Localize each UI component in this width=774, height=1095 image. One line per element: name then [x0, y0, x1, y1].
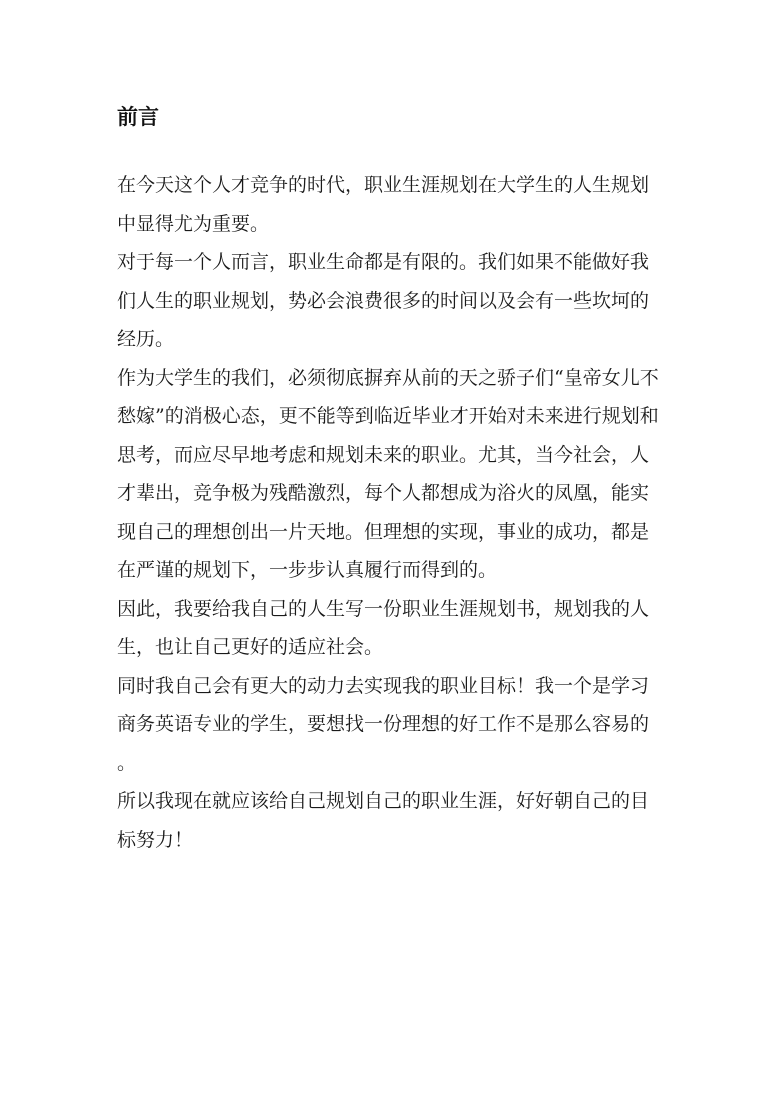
paragraph-3: 作为大学生的我们，必须彻底摒弃从前的天之骄子们“皇帝女儿不愁嫁”的消极心态，更不能等到临近毕业才开始对未来进行规划和思考，而应尽早地考虑和规划未来的职业。尤其，当今社会，人才辈出，竞争极为残酷激烈，每个人都想成为浴火的凤凰，能实现自己的理想创出一片天地。但理想的实现，事业的成功，都是在严谨的规划下，一步步认真履行而得到的。: [117, 366, 659, 581]
page-title: 前言: [117, 104, 159, 129]
paragraph-2: 对于每一个人而言，职业生命都是有限的。我们如果不能做好我们人生的职业规划，势必会浪费很多的时间以及会有一些坎坷的经历。: [117, 251, 650, 350]
paragraph-4: 因此，我要给我自己的人生写一份职业生涯规划书，规划我的人生，也让自己更好的适应社会。: [117, 597, 650, 658]
document-body: [117, 166, 663, 859]
paragraph-5: 同时我自己会有更大的动力去实现我的职业目标！我一个是学习商务英语专业的学生，要想找一份理想的好工作不是那么容易的。: [117, 674, 650, 774]
paragraph-1: 在今天这个人才竞争的时代，职业生涯规划在大学生的人生规划中显得尤为重要。: [117, 174, 650, 235]
paragraph-6: 所以我现在就应该给自己规划自己的职业生涯，好好朝自己的目标努力！: [117, 790, 650, 851]
